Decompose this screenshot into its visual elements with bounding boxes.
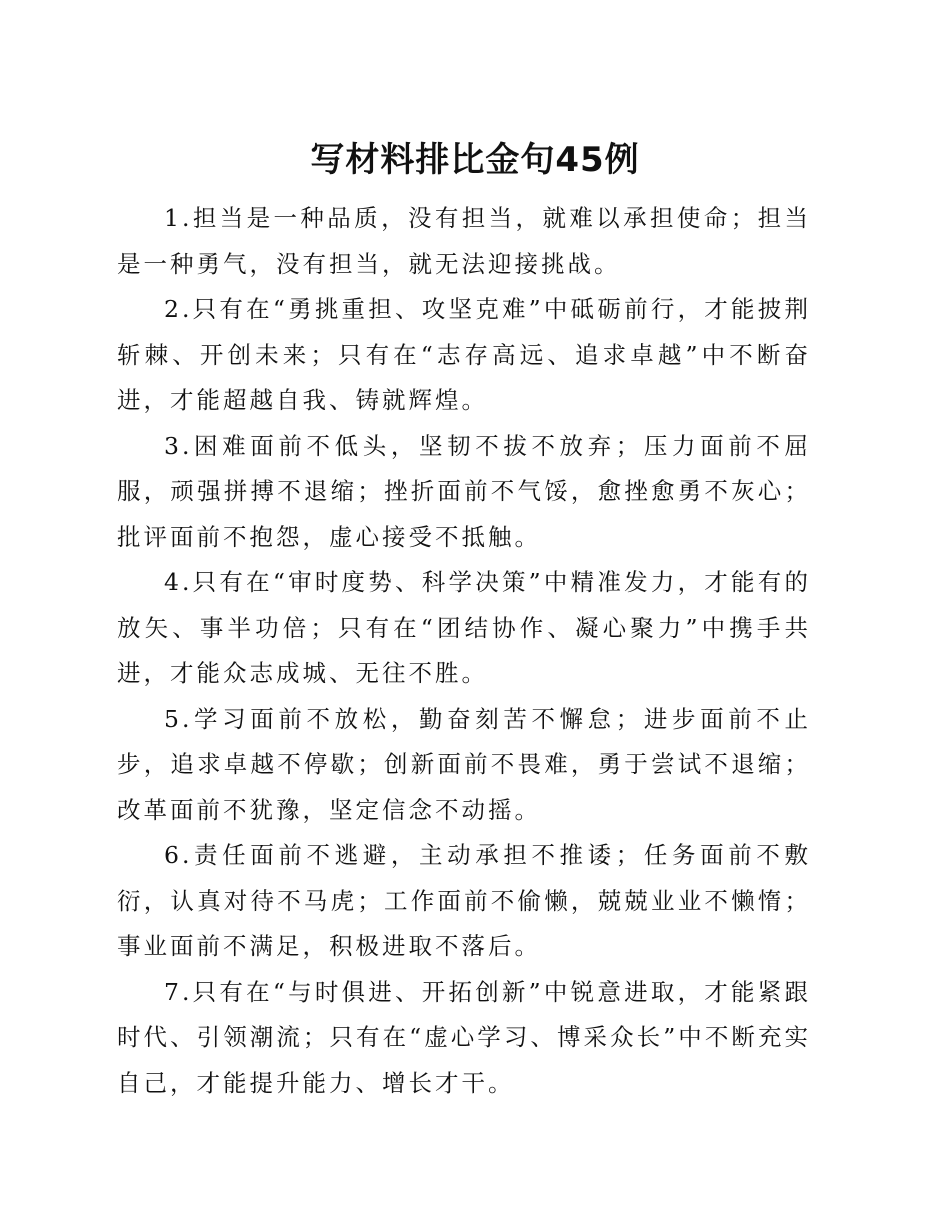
paragraph-1: 1.担当是一种品质，没有担当，就难以承担使命；担当是一种勇气，没有担当，就无法迎接挑战。	[117, 204, 811, 278]
paragraph-3: 3.困难面前不低头，坚韧不拔不放弃；压力面前不屈服，顽强拼搏不退缩；挫折面前不气馁，愈挫愈勇不灰心；批评面前不抱怨，虚心接受不抵触。	[117, 431, 811, 551]
document-body	[117, 196, 811, 1106]
document-title: 写材料排比金句45例	[310, 140, 640, 180]
paragraph-7: 7.只有在“与时俱进、开拓创新”中锐意进取，才能紧跟时代、引领潮流；只有在“虚心学习、博采众长”中不断充实自己，才能提升能力、增长才干。	[117, 977, 811, 1097]
paragraph-2: 2.只有在“勇挑重担、攻坚克难”中砥砺前行，才能披荆斩棘、开创未来；只有在“志存高远、追求卓越”中不断奋进，才能超越自我、铸就辉煌。	[117, 295, 811, 414]
paragraph-5: 5.学习面前不放松，勤奋刻苦不懈怠；进步面前不止步，追求卓越不停歇；创新面前不畏难，勇于尝试不退缩；改革面前不犹豫，坚定信念不动摇。	[117, 704, 811, 824]
paragraph-6: 6.责任面前不逃避，主动承担不推诿；任务面前不敷衍，认真对待不马虎；工作面前不偷懒，兢兢业业不懒惰；事业面前不满足，积极进取不落后。	[117, 841, 811, 960]
paragraph-4: 4.只有在“审时度势、科学决策”中精准发力，才能有的放矢、事半功倍；只有在“团结协作、凝心聚力”中携手共进，才能众志成城、无往不胜。	[117, 568, 811, 687]
